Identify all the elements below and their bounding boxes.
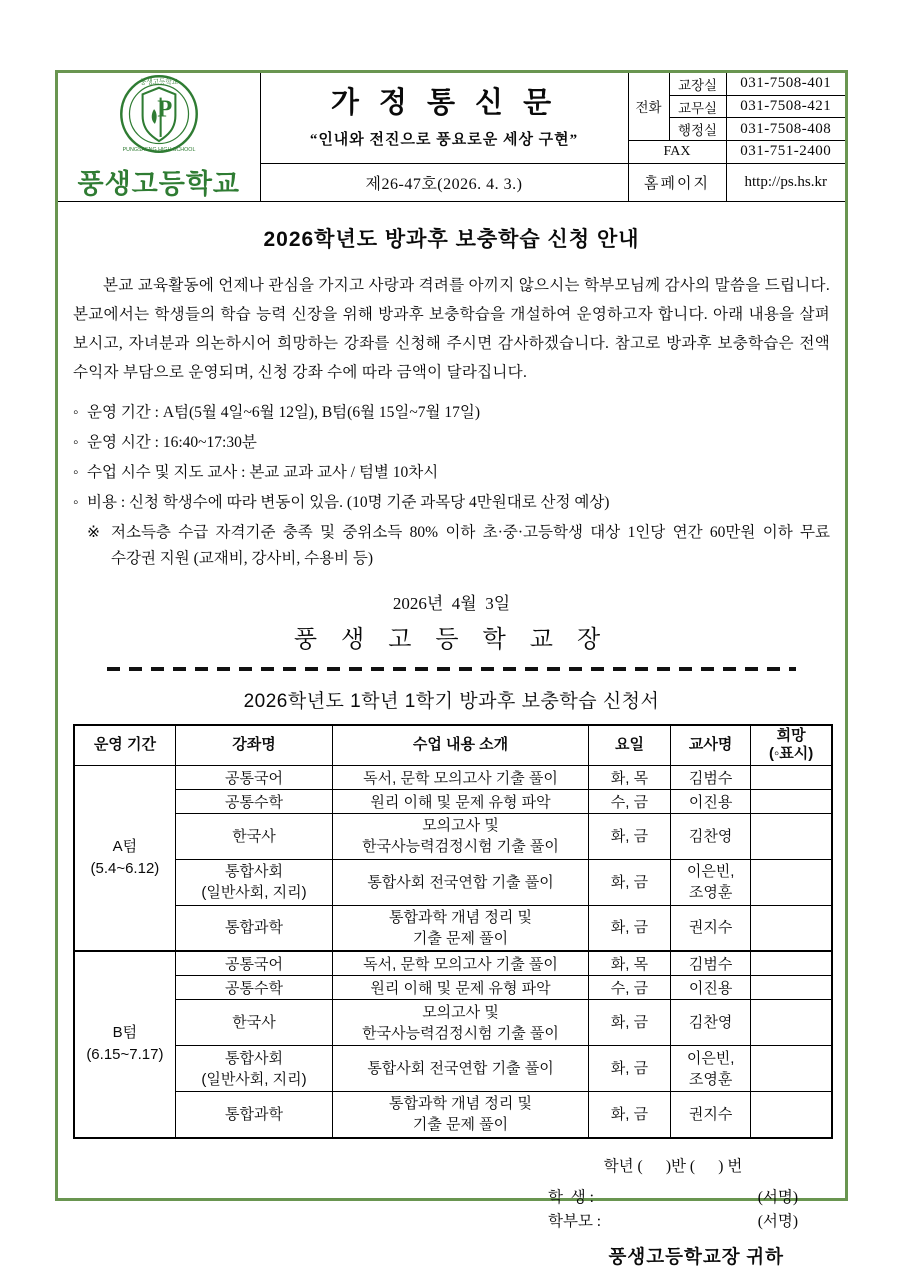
parent-label: 학부모 : [548,1212,602,1230]
table-row [74,789,832,813]
hope-mark-cell [751,976,832,1000]
teacher-cell: 권지수 [671,1092,751,1138]
table-row [74,905,832,951]
course-cell: 통합사회 (일반사회, 지리) [175,859,332,905]
bullet-text: 운영 시간 : 16:40~17:30분 [87,434,257,451]
newsletter-masthead [260,73,628,164]
days-cell: 화, 금 [588,1092,670,1138]
note-text: 저소득층 수급 자격기준 충족 및 중위소득 80% 이하 초·중·고등학생 대상 1인당 연간 60만원 이하 무료 수강권 지원 (교재비, 강사비, 수용비 등) [111,524,830,567]
table-row [74,859,832,905]
days-cell: 화, 목 [588,951,670,976]
reference-mark-icon: ※ [87,524,100,541]
parent-signature-row [548,1210,798,1234]
principal-signature: 풍 생 고 등 학 교 장 [293,627,610,653]
application-form-title: 2026학년도 1학년 1학기 방과후 보충학습 신청서 [243,691,660,712]
phone-group-label: 전화 [628,73,669,140]
fax-label: FAX [628,140,726,163]
cut-line-divider [107,667,796,671]
table-row [74,976,832,1000]
teacher-cell: 김찬영 [671,1000,751,1046]
phone-number: 031-7508-421 [726,95,845,117]
days-cell: 수, 금 [588,976,670,1000]
content-cell: 독서, 문학 모의고사 기출 풀이 [333,951,589,976]
table-row [74,813,832,859]
hope-mark-cell [751,765,832,789]
table-row [74,1000,832,1046]
notice-title: 2026학년도 방과후 보충학습 신청 안내 [263,228,640,251]
hope-mark-cell [751,1000,832,1046]
days-cell: 화, 목 [588,765,670,789]
col-header-teacher: 교사명 [671,725,751,765]
homepage-url: http://ps.hs.kr [726,164,845,202]
bullet-circle-icon: ◦ [73,464,79,481]
bullet-text: 수업 시수 및 지도 교사 : 본교 교과 교사 / 텀별 10차시 [87,464,439,481]
col-header-course: 강좌명 [175,725,332,765]
bullet-circle-icon: ◦ [73,434,79,451]
teacher-cell: 권지수 [671,905,751,951]
days-cell: 화, 금 [588,813,670,859]
phone-number: 031-7508-408 [726,118,845,140]
course-cell: 통합과학 [175,905,332,951]
phone-room-label: 행정실 [669,118,726,140]
content-cell: 통합사회 전국연합 기출 풀이 [333,1046,589,1092]
course-cell: 한국사 [175,813,332,859]
bullet-class-hours [73,458,830,488]
grade-class-number-line: 학년 ( )반 ( ) 번 [603,1157,743,1175]
bullet-circle-icon: ◦ [73,494,79,511]
notice-paragraph: 본교 교육활동에 언제나 관심을 가지고 사랑과 격려를 아끼지 않으시는 학부모님께 감사의 말씀을 드립니다. 본교에서는 학생들의 학습 능력 신장을 위해 방과후 보충학습을 개설하여 운영하고자 합니다. 아래 내용을 살펴 보시고, 자녀분과 의논하시어 희망하는 강좌를 신청해 주시면 감사하겠습니다. 참고로 방과후 보충학습은 전액 수익자 부담으로 운영되며, 신청 강좌 수에 따라 금액이 달라집니다. [73,277,830,381]
header-table [58,73,845,202]
student-label: 학 생 : [548,1188,594,1206]
days-cell: 화, 금 [588,859,670,905]
hope-mark-cell [751,905,832,951]
recipient-line: 풍생고등학교장 귀하 [608,1247,784,1268]
course-cell: 통합사회 (일반사회, 지리) [175,1046,332,1092]
table-row [74,951,832,976]
term-a-cell: A텀 (5.4~6.12) [74,765,175,951]
hope-mark-cell [751,1092,832,1138]
table-row [74,765,832,789]
teacher-cell: 이은빈, 조영훈 [671,859,751,905]
course-cell: 통합과학 [175,1092,332,1138]
col-header-content: 수업 내용 소개 [333,725,589,765]
homepage-label: 홈페이지 [628,164,726,202]
content-cell: 통합사회 전국연합 기출 풀이 [333,859,589,905]
content-cell: 모의고사 및 한국사능력검정시험 기출 풀이 [333,813,589,859]
bullet-operating-period [73,398,830,428]
hope-mark-cell [751,1046,832,1092]
svg-text:P: P [156,95,173,123]
hope-mark-cell [751,813,832,859]
table-row [74,1092,832,1138]
content-cell: 독서, 문학 모의고사 기출 풀이 [333,765,589,789]
issue-date: 2026년 4월 3일 [392,594,511,613]
course-cell: 공통국어 [175,951,332,976]
bullet-circle-icon: ◦ [73,404,79,421]
parent-sign-placeholder: (서명) [757,1212,798,1230]
content-cell: 원리 이해 및 문제 유형 파악 [333,976,589,1000]
phone-room-label: 교장실 [669,73,726,95]
table-header-row [74,725,832,765]
teacher-cell: 김범수 [671,951,751,976]
low-income-support-note [73,520,830,572]
notice-bullet-list [73,398,830,572]
col-header-period: 운영 기간 [74,725,175,765]
fax-number: 031-751-2400 [726,140,845,163]
course-cell: 공통수학 [175,976,332,1000]
school-identity-cell [58,73,260,202]
bullet-operating-time [73,428,830,458]
hope-mark-cell [751,951,832,976]
school-motto: “인내와 전진으로 풍요로운 세상 구현” [309,131,579,148]
teacher-cell: 이진용 [671,976,751,1000]
course-application-table [73,724,833,1139]
course-cell: 공통국어 [175,765,332,789]
days-cell: 화, 금 [588,905,670,951]
table-row [74,1046,832,1092]
newsletter-sheet [55,70,848,1268]
content-cell: 원리 이해 및 문제 유형 파악 [333,789,589,813]
school-emblem-logo [118,73,200,160]
newsletter-title: 가 정 통 신 문 [330,87,558,120]
phone-room-label: 교무실 [669,95,726,117]
content-cell: 통합과학 개념 정리 및 기출 문제 풀이 [333,905,589,951]
doc-number: 제26-47호(2026. 4. 3.) [260,164,628,202]
bullet-text: 운영 기간 : A텀(5월 4일~6월 12일), B텀(6월 15일~7월 17일) [87,404,481,421]
bullet-cost [73,488,830,518]
term-b-cell: B텀 (6.15~7.17) [74,951,175,1138]
teacher-cell: 이진용 [671,789,751,813]
days-cell: 화, 금 [588,1046,670,1092]
teacher-cell: 김범수 [671,765,751,789]
content-cell: 모의고사 및 한국사능력검정시험 기출 풀이 [333,1000,589,1046]
days-cell: 수, 금 [588,789,670,813]
student-signature-row [548,1186,798,1210]
course-cell: 공통수학 [175,789,332,813]
svg-text:풍생고등학교: 풍생고등학교 [139,79,178,87]
bullet-text: 비용 : 신청 학생수에 따라 변동이 있음. (10명 기준 과목당 4만원대로 산정 예상) [87,494,610,511]
days-cell: 화, 금 [588,1000,670,1046]
school-name: 풍생고등학교 [77,169,240,199]
student-sign-placeholder: (서명) [757,1188,798,1206]
phone-number: 031-7508-401 [726,73,845,95]
course-cell: 한국사 [175,1000,332,1046]
teacher-cell: 이은빈, 조영훈 [671,1046,751,1092]
signature-area [548,1154,798,1234]
hope-mark-cell [751,859,832,905]
col-header-days: 요일 [588,725,670,765]
svg-text:PUNGSAENG HIGH SCHOOL: PUNGSAENG HIGH SCHOOL [122,146,196,153]
content-cell: 통합과학 개념 정리 및 기출 문제 풀이 [333,1092,589,1138]
hope-mark-cell [751,789,832,813]
teacher-cell: 김찬영 [671,813,751,859]
col-header-hope: 희망 (◦표시) [751,725,832,765]
